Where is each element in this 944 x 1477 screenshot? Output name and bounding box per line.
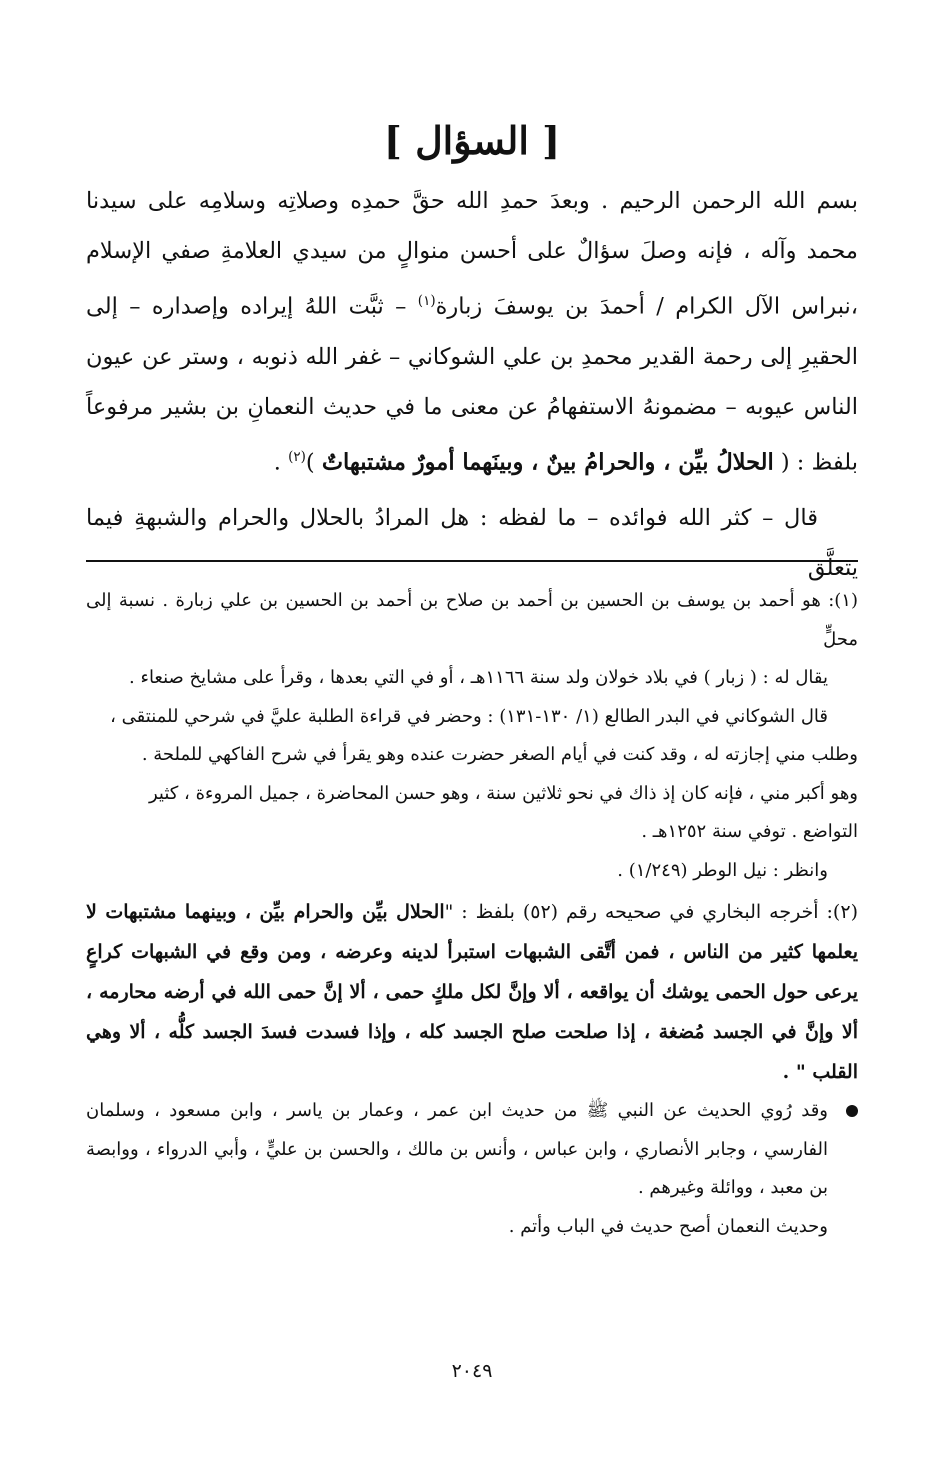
footnote-1-line: وانظر : نيل الوطر (١/٢٤٩) . — [617, 859, 828, 881]
bullet-text: وقد رُوي الحديث عن النبي ﷺ من حديث ابن عمر ، وعمار بن ياسر ، وابن مسعود ، وسلمان الفارسي ، وجابر الأنصاري ، وابن عباس ، وأنس بن مالك ، والحسن بن عليٍّ ، وأبي الدرواء ، ووابصة بن معبد ، ووائلة وغيرهم . — [86, 1100, 828, 1198]
body-line: وآله ، فإنه وصلَ سؤالٌ على أحسن منوالٍ من سيدي العلامةِ صفي الإسلام ،نبراس الآل — [86, 238, 859, 320]
page-title: [ السؤال ] — [383, 118, 561, 163]
footnote-2-text: الحلال بيِّن والحرام بيِّن ، وبينهما مشتبهات لا يعلمها كثير من الناس ، فمن أتَّقى الشبهات استبرأ لدينه وعرضه ، ومن وقع في الشبهات كراعٍ يرعى حول الحمى يوشك أن يواقعه ، ألا وإنَّ لكل ملكٍ حمى ، ألا إنَّ حمى الله في أرضه محارمه ، ألا وإنَّ في الجسد مُضغة ، إذا صلحت صلح الجسد كله ، وإذا فسدت فسدَ الجسد كلُّه ، ألا وهي القلب " . — [86, 901, 858, 1083]
footnote-2 — [86, 892, 858, 1092]
body-line: الكرام / أحمدَ بن يوسفَ زبارة — [435, 293, 734, 320]
body-line: ) — [305, 449, 322, 475]
body-line: . — [273, 449, 289, 475]
body-line: بسم الله الرحمن الرحيم . وبعدَ حمدِ الله حقَّ حمدِه وصلاتِه وسلامِه على سيدنا محمد — [86, 188, 858, 264]
footnotes-section — [86, 582, 858, 1246]
closing-line: وحديث النعمان أصح حديث في الباب وأتم . — [508, 1215, 828, 1237]
question-paragraph: قال – كثر الله فوائده – ما لفظه : هل المرادُ بالحلال والحرام والشبهةِ فيما يتعلَّق — [86, 505, 858, 581]
footnote-ref-2[interactable]: (٢) — [288, 448, 306, 465]
body-line: – ثبَّت اللهُ إيراده وإصداره – إلى الحقيرِ إلى رحمة القدير — [86, 293, 859, 370]
intro-paragraph — [86, 176, 858, 487]
hadith-quote: الحلالُ بيِّن ، والحرامُ بينٌ ، وبينَهما أمورٌ مشتبهاتٌ — [321, 449, 774, 475]
footnote-1-line: وطلب مني إجازته له ، وقد كنت في أيام الصغر حضرت عنده وهو يقرأ في شرح الفاكهي للملحة . — [141, 744, 858, 765]
footnote-1-line: (١): هو أحمد بن يوسف بن الحسين بن أحمد بن صلاح بن أحمد بن الحسين بن علي زبارة . نسبة إلى محلٍّ — [86, 590, 858, 650]
body-line: الاستفهامُ عن معنى ما في حديث النعمانِ بن بشير مرفوعاً بلفظ : ( — [86, 393, 858, 475]
footnote-ref-1[interactable]: (١) — [417, 293, 436, 309]
footnote-1-line: التواضع . توفي سنة ١٢٥٢هـ . — [641, 821, 858, 842]
footnote-1-line: يقال له : ( زبار ) في بلاد خولان ولد سنة ١١٦٦هـ ، أو في التي بعدها ، وقرأ على مشايخ صنعاء . — [129, 667, 828, 688]
bullet-item — [86, 1092, 858, 1208]
footnote-1-line: وهو أكبر مني ، فإنه كان إذ ذاك في نحو ثلاثين سنة ، وهو حسن المحاضرة ، جميل المروءة ، كثير — [148, 782, 858, 804]
footnote-2-prefix: (٢): أخرجه البخاري في صحيحه رقم (٥٢) بلفظ : " — [444, 901, 858, 923]
main-text — [86, 176, 858, 593]
footnote-divider — [86, 560, 858, 562]
footnote-1-line: قال الشوكاني في البدر الطالع (١/ ١٣٠-١٣١) : وحضر في قراءة الطلبة عليَّ في شرحي للمنتقى ، — [110, 705, 828, 727]
body-line: محمدِ بن علي الشوكاني – غفر الله ذنوبه ، وستر عن عيون الناس عيوبه – مضمونهُ — [86, 343, 858, 420]
bullet-icon — [846, 1105, 858, 1117]
page-number: ٢٠٤٩ — [451, 1360, 493, 1382]
